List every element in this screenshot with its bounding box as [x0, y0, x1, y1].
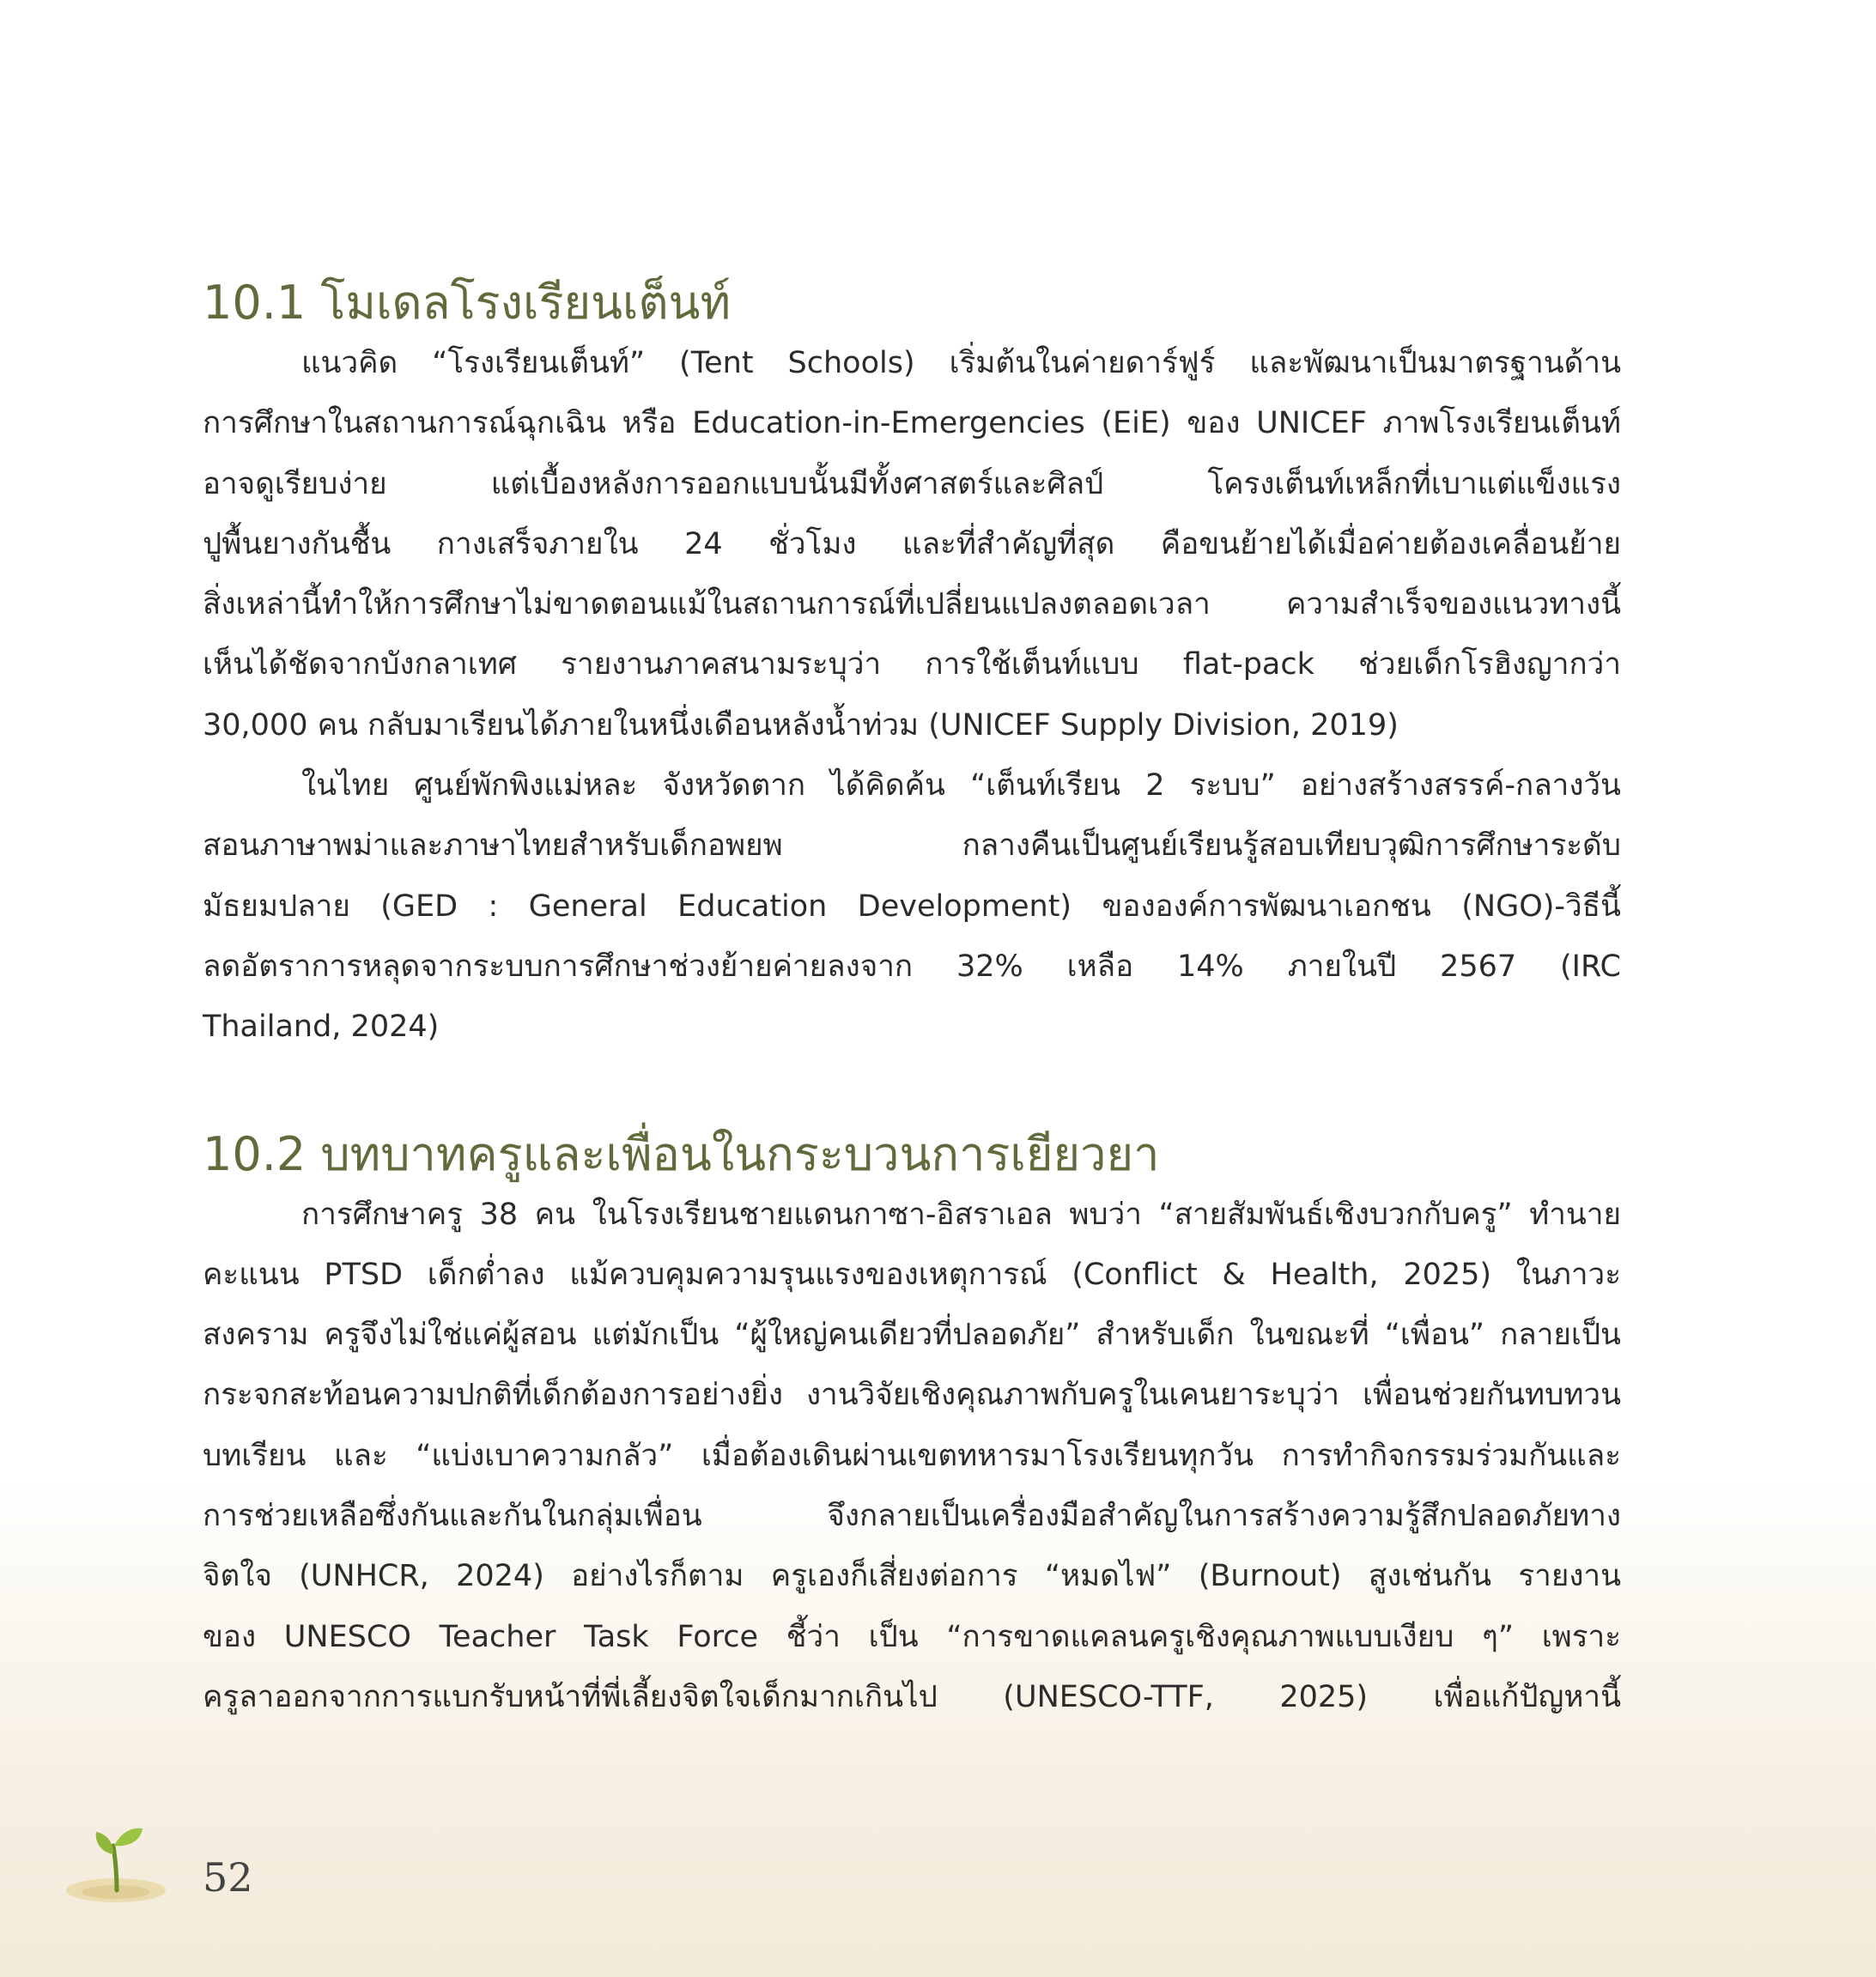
text-line: กระจกสะท้อนความปกติที่เด็กต้องการอย่างยิ่ง งานวิจัยเชิงคุณภาพกับครูในเคนยาระบุว่า เพื่อนช่วยกันทบทวน [203, 1378, 1621, 1413]
page-number: 52 [203, 1854, 253, 1901]
text-line: ของ UNESCO Teacher Task Force ชี้ว่า เป็น “การขาดแคลนครูเชิงคุณภาพแบบเงียบ ๆ” เพราะ [203, 1619, 1621, 1654]
paragraph [203, 755, 1621, 1057]
text-line: ปูพื้นยางกันชื้น กางเสร็จภายใน 24 ชั่วโมง และที่สำคัญที่สุด คือขนย้ายได้เมื่อค่ายต้องเคลื่อนย้าย [203, 526, 1621, 561]
text-line: เห็นได้ชัดจากบังกลาเทศ รายงานภาคสนามระบุว่า การใช้เต็นท์แบบ flat-pack ช่วยเด็กโรฮิงญากว่า [203, 647, 1621, 682]
text-line: Thailand, 2024) [203, 1010, 440, 1045]
section-heading-10-2: 10.2 บทบาทครูและเพื่อนในกระบวนการเยียวยา [203, 1126, 1160, 1181]
paragraph [203, 333, 1621, 755]
text-line: ลดอัตราการหลุดจากระบบการศึกษาช่วงย้ายค่ายลงจาก 32% เหลือ 14% ภายในปี 2567 (IRC [203, 949, 1621, 984]
text-line: สงคราม ครูจึงไม่ใช่แค่ผู้สอน แต่มักเป็น “ผู้ใหญ่คนเดียวที่ปลอดภัย” สำหรับเด็ก ในขณะที่ “เพื่อน” กลายเป็น [203, 1318, 1621, 1353]
paragraph [203, 1185, 1621, 1728]
text-line: สิ่งเหล่านี้ทำให้การศึกษาไม่ขาดตอนแม้ในสถานการณ์ที่เปลี่ยนแปลงตลอดเวลา ความสำเร็จของแนวทางนี้ [203, 587, 1621, 622]
text-line: อาจดูเรียบง่าย แต่เบื้องหลังการออกแบบนั้นมีทั้งศาสตร์และศิลป์ โครงเต็นท์เหล็กที่เบาแต่แข็งแรง [203, 466, 1621, 501]
text-line: จิตใจ (UNHCR, 2024) อย่างไรก็ตาม ครูเองก็เสี่ยงต่อการ “หมดไฟ” (Burnout) สูงเช่นกัน รายงาน [203, 1559, 1621, 1594]
text-line: การศึกษาครู 38 คน ในโรงเรียนชายแดนกาซา-อิสราเอล พบว่า “สายสัมพันธ์เชิงบวกกับครู” ทำนาย [301, 1197, 1621, 1232]
text-line: การศึกษาในสถานการณ์ฉุกเฉิน หรือ Education-in-Emergencies (EiE) ของ UNICEF ภาพโรงเรียนเต็นท์ [203, 406, 1621, 441]
text-line: มัธยมปลาย (GED : General Education Development) ขององค์การพัฒนาเอกชน (NGO)-วิธีนี้ [203, 888, 1621, 924]
text-line: สอนภาษาพม่าและภาษาไทยสำหรับเด็กอพยพ กลางคืนเป็นศูนย์เรียนรู้สอบเทียบวุฒิการศึกษาระดับ [203, 828, 1621, 864]
text-line: คะแนน PTSD เด็กต่ำลง แม้ควบคุมความรุนแรงของเหตุการณ์ (Conflict & Health, 2025) ในภาวะ [203, 1257, 1621, 1292]
text-line: ครูลาออกจากการแบกรับหน้าที่พี่เลี้ยงจิตใจเด็กมากเกินไป (UNESCO-TTF, 2025) เพื่อแก้ปัญหานี้ [203, 1679, 1621, 1714]
page-content [203, 273, 1621, 1727]
text-line: แนวคิด “โรงเรียนเต็นท์” (Tent Schools) เริ่มต้นในค่ายดาร์ฟูร์ และพัฒนาเป็นมาตรฐานด้าน [301, 346, 1621, 380]
text-line: 30,000 คน กลับมาเรียนได้ภายในหนึ่งเดือนหลังน้ำท่วม (UNICEF Supply Division, 2019) [203, 707, 1399, 743]
section-heading-10-1: 10.1 โมเดลโรงเรียนเต็นท์ [203, 276, 732, 330]
text-line: บทเรียน และ “แบ่งเบาความกลัว” เมื่อต้องเดินผ่านเขตทหารมาโรงเรียนทุกวัน การทำกิจกรรมร่วมกันและ [203, 1438, 1621, 1473]
text-line: ในไทย ศูนย์พักพิงแม่หละ จังหวัดตาก ได้คิดค้น “เต็นท์เรียน 2 ระบบ” อย่างสร้างสรรค์-กลางวัน [301, 768, 1621, 804]
text-line: การช่วยเหลือซึ่งกันและกันในกลุ่มเพื่อน จึงกลายเป็นเครื่องมือสำคัญในการสร้างความรู้สึกปลอดภัยทาง [203, 1499, 1621, 1534]
sprout-icon [60, 1811, 172, 1906]
